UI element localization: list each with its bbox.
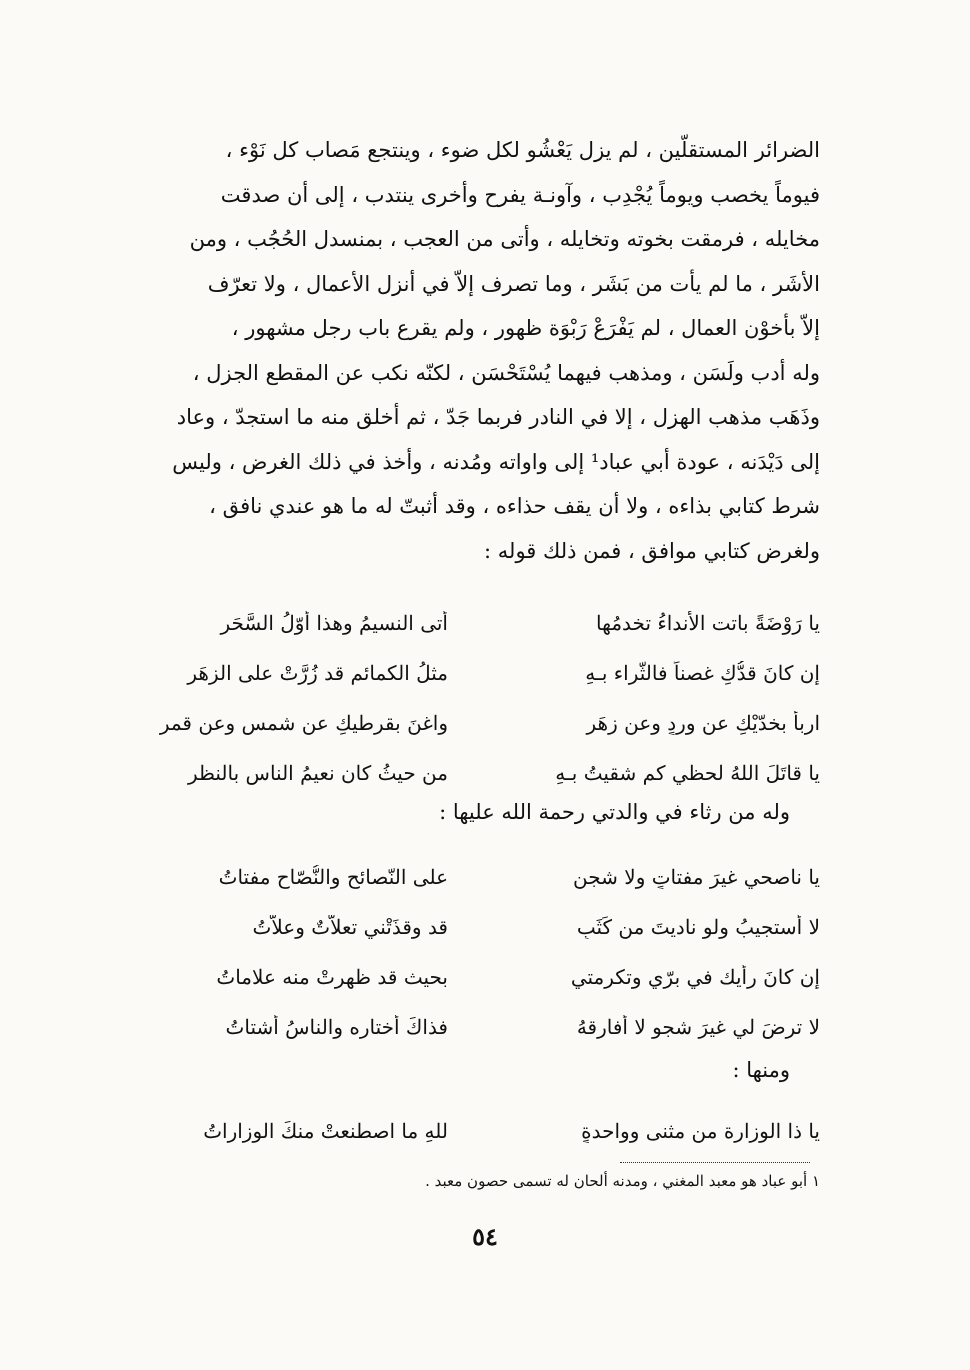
verse-second-hemistich: أتى النسيمُ وهذا أوّلُ السَّحَرِ [220,611,448,635]
verse [118,698,820,748]
verse-first-hemistich: إن كانَ قدُّكِ غصناً فالثَّراء بـهِ [585,661,820,685]
verse-second-hemistich: بحيث قد ظهرتْ منه علاماتُ [216,965,448,989]
footnote: ١ أبو عباد هو معبد المغني ، ومدنه ألحان له تسمى حصون معبد . [425,1172,820,1190]
verse-first-hemistich: لا ترضَ لي غيرَ شجوٍ لا أفارقهُ [576,1015,820,1039]
verse [118,748,820,798]
verse-first-hemistich: يا قاتَلَ اللهُ لحظي كم شقيتُ بـهِ [555,761,820,785]
prose-paragraph [118,128,820,573]
verse [118,648,820,698]
verse-first-hemistich: يا ناصحي غيرَ مفتاتٍ ولا شجنٍ [573,865,820,889]
poem-elegy [118,852,820,1052]
prose-line: الضرائر المستقلّين ، لم يزل يَعْشُو لكل ضوء ، وينتجع مَصاب كل نَوْء ، [225,138,820,162]
verse-second-hemistich: من حيثُ كان نعيمُ الناسِ بالنظرِ [187,761,448,785]
verse-first-hemistich: لا أستجيبُ ولو ناديتَ من كَثَبٍ [576,915,820,939]
prose-line: ولغرض كتابي موافق ، فمن ذلك قوله : [484,538,820,563]
prose-line: فيوماً يخصب ويوماً يُجْدِب ، وآونـة يفرح وأخرى ينتدب ، إلى أن صدقت [220,182,820,207]
prose-line: وله أدب ولَسَن ، ومذهب فيهما يُسْتَحْسَن ، لكنّه نكب عن المقطع الجزل ، [192,360,820,385]
excerpt-intro: ومنها : [732,1058,790,1082]
prose-line: شرط كتابي بذاءه ، ولا أن يقف حذاءه ، وقد أثبتّ له ما هو عندي نافق ، [209,494,820,518]
prose-line: مخايله ، فرمقت بخوته وتخايله ، وأتى من العجب ، بمنسدل الحُجُب ، ومن [189,227,820,251]
prose-line: إلاّ بأخوْن العمال ، لم يَفْرَعْ رَبْوَة ظهور ، ولم يقرع باب رجل مشهور ، [231,316,820,340]
prose-line: إلى دَيْدَنه ، عودة أبي عباد¹ إلى واواته ومُدنه ، وأخذ في ذلك الغرض ، وليس [172,449,820,474]
poem-ghazal [118,598,820,798]
verse-second-hemistich: على النّصائح والنُّصّاح مفتاتُ [218,865,448,889]
verse-first-hemistich: إن كانَ رأيك في برّي وتكرمتي [570,965,820,989]
elegy-intro: وله من رثاء في والدتي رحمة الله عليها : [439,800,790,824]
verse [118,852,820,902]
prose-line: الأشَر ، ما لم يأت من بَشَر ، وما تصرف إلاّ في أنزل الأعمال ، ولا تعرّف [207,271,820,296]
verse-second-hemistich: واغنَ بقرطيكِ عن شمسٍ وعن قمرِ [159,711,448,735]
verse-first-hemistich: يا ذا الوزارة من مثنى وواحدةٍ [581,1119,820,1143]
page-number: ٥٤ [472,1222,498,1251]
verse-second-hemistich: قد وقذَتْني تعلاّتٌ وعلاّتُ [252,915,448,939]
verse [118,902,820,952]
verse-second-hemistich: مثلُ الكمائم قد زُرَّتْ على الزهَرِ [187,661,448,685]
verse-second-hemistich: للهِ ما اصطنعتْ منكَ الوزاراتُ [203,1119,448,1143]
poem-excerpt [118,1106,820,1156]
verse-second-hemistich: فذاكَ أختاره والناسُ أشتاتُ [225,1015,448,1039]
verse [118,952,820,1002]
verse [118,1106,820,1156]
prose-line: وذَهَب مذهب الهزل ، إلا في النادر فربما جَدّ ، ثم أخلق منه ما استجدّ ، وعاد [176,405,820,429]
verse [118,598,820,648]
verse-first-hemistich: يا رَوْضَةً باتت الأنداءُ تخدمُها [596,611,820,635]
verse-first-hemistich: اربأ بخدّيْكِ عن وردٍ وعن زهَرٍ [586,711,820,735]
footnote-divider [620,1162,810,1163]
verse [118,1002,820,1052]
